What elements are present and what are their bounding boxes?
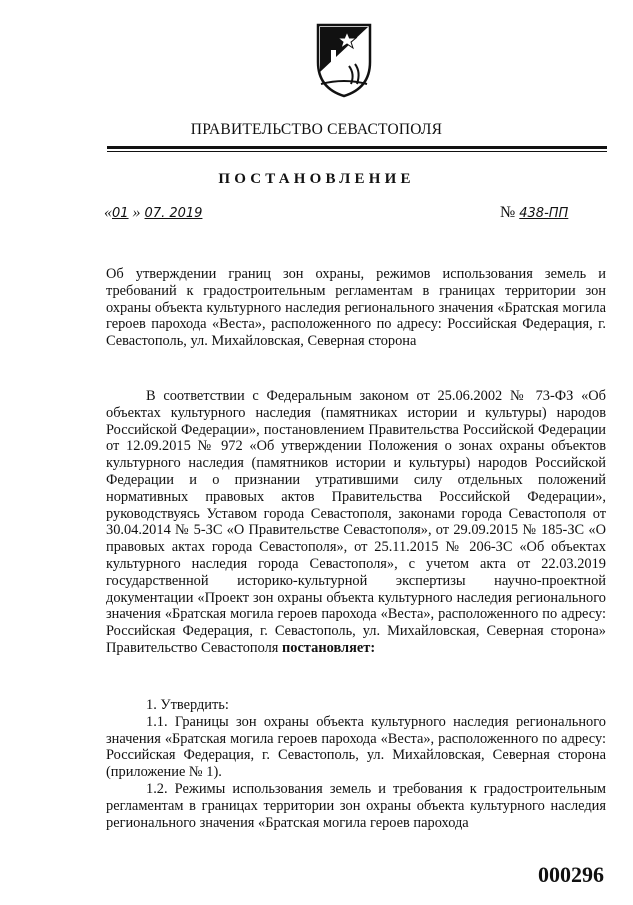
- document-date: [104, 204, 202, 222]
- government-name: ПРАВИТЕЛЬСТВО СЕВАСТОПОЛЯ: [190, 121, 443, 138]
- item-1: 1. Утвердить:: [146, 697, 229, 713]
- sevastopol-coat-of-arms: [315, 22, 373, 98]
- document-number: [500, 204, 586, 222]
- form-serial-number: 000296: [538, 862, 604, 887]
- decree-items: [106, 697, 606, 831]
- date-day: 01: [112, 206, 129, 221]
- date-close-quote: »: [132, 204, 141, 221]
- date-month-year: 07. 2019: [144, 206, 203, 221]
- number-value: 438-ПП: [519, 206, 569, 221]
- decree-word: постановляет:: [282, 639, 376, 656]
- preamble-text: В соответствии с Федеральным законом от 25.06.2002 № 73-ФЗ «Об объектах культурного наследия (памятниках истории и культуры) народов Российской Федерации», постановлением Правительства Российской Федерации от 12.09.2015 № 972 «Об утверждении Положения о зонах охраны объектов культурного наследия (памятников истории и культуры) народов Российской Федерации и о признании утратившими силу отдельных положений нормативных правовых актов Правительства Российской Федерации», руководствуясь Уставом города Севастополя, законами города Севастополя от 30.04.2014 № 5-ЗС «О Правительстве Севастополя», от 29.09.2015 № 185-ЗС «О правовых актах города Севастополя», от 25.11.2015 № 206-ЗС «Об объектах культурного наследия города Севастополя», с учетом акта от 22.03.2019 государственной историко-культурной экспертизы научно-проектной документации «Проект зон охраны объекта культурного наследия регионального значения «Братская могила героев парохода «Веста», расположенного по адресу: Российская Федерация, г. Севастополь, ул. Михайловская, Северная сторона» Правительство Севастополя: [106, 388, 606, 656]
- number-sign: №: [500, 204, 516, 221]
- item-1-1: 1.1. Границы зон охраны объекта культурного наследия регионального значения «Братская могила героев парохода «Веста», расположенного по адресу: Российская Федерация, г. Севастополь, ул. Михайловская, Северная сторона (приложение № 1).: [106, 713, 606, 781]
- document-type-title: ПОСТАНОВЛЕНИЕ: [218, 171, 415, 187]
- header-rule-thick: [107, 146, 607, 149]
- header-rule-thin: [107, 151, 607, 152]
- document-subject: Об утверждении границ зон охраны, режимов использования земель и требований к градостроительным регламентам в границах территории зон охраны объекта культурного наследия регионального значения «Братская могила героев парохода «Веста», расположенного по адресу: Российская Федерация, г. Севастополь, ул. Михайловская, Северная сторона: [106, 266, 606, 350]
- date-open-quote: «: [104, 204, 112, 221]
- item-1-2: 1.2. Режимы использования земель и требования к градостроительным регламентам в границах территории зон охраны объекта культурного наследия регионального значения «Братская могила героев парохода: [106, 780, 606, 831]
- preamble-paragraph: [106, 388, 606, 657]
